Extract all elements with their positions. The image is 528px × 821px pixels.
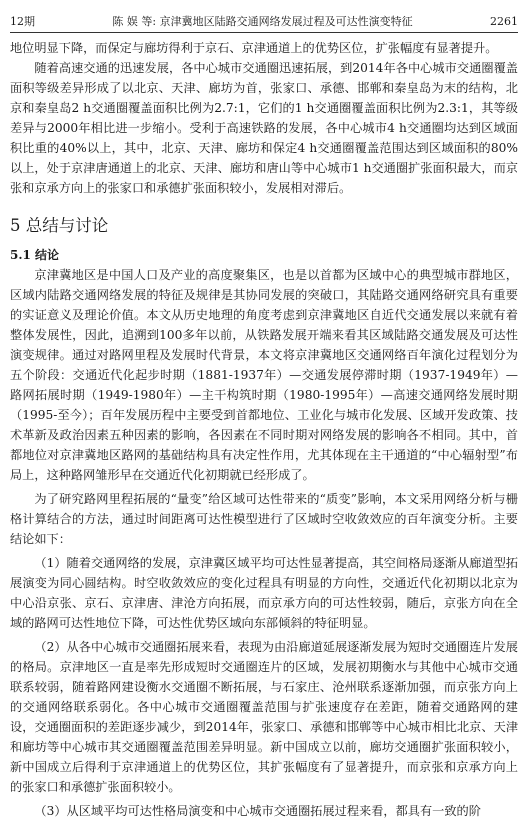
page-header bbox=[10, 10, 518, 32]
paragraph: 地位明显下降，而保定与廊坊得利于京石、京津通道上的优势区位，扩张幅度有显著提升。 bbox=[10, 41, 498, 55]
paragraph: 京津冀地区是中国人口及产业的高度聚集区，也是以首都为区域中心的典型城市群地区，区域内陆路交通网络发展的特征及规律是其协同发展的突破口，其陆路交通网络研究具有重要的实证意义及理论价值。本文从历史地理的角度考虑到京津冀地区自近代交通发展以来就有着整体发展性，因此，追溯到100多年以前，从铁路发展开端来看其区域陆路交通发展及可达性演变规律。通过对路网里程及发展时代背景，本文将京津冀地区交通网络百年演化过程划分为五个阶段：交通近代化起步时期（1881-1937年）—交通发展停滞时期（1937-1949年）—路网拓展时期（1949-1980年）—主干构筑时期（1980-1995年）—高速交通网络发展时期（1995-至今）；百年发展历程中主要受到首都地位、工业化与城市化发展、区域开发政策、技术革新及政治因素五种因素的影响，各因素在不同时期对网络发展的影响各不相同。其中，首都地位对京津冀地区路网的基础结构具有决定性作用，尤其体现在主干通道的“中心辐射型”布局上，这种路网雏形早在交通近代化初期就已经形成了。 bbox=[10, 268, 518, 482]
paragraph: 随着高速交通的迅速发展，各中心城市交通圈迅速拓展，到2014年各中心城市交通圈覆盖面积等级差异形成了以北京、天津、廊坊为首，张家口、承德、邯郸和秦皇岛为末的结构，北京和秦皇岛2 h交通圈覆盖面积比例为2.7:1，它们的1 h交通圈覆盖面积比例为2.3:1，其等级差异与2000年相比进一步缩小。受利于高速铁路的发展，各中心城市4 h交通圈均达到区域面积比重的40%以上，其中，北京、天津、廊坊和保定4 h交通圈覆盖范围达到区域面积的80%以上，处于京津唐通道上的北京、天津、廊坊和唐山等中心城市1 h交通圈扩张面积最大，而京张和京承方向上的张家口和承德扩张面积较小，发展相对滞后。 bbox=[10, 61, 518, 195]
page-number: 2261 bbox=[489, 14, 518, 28]
paragraph: （1）随着交通网络的发展，京津冀区域平均可达性显著提高，其空间格局逐渐从廊道型拓展演变为同心圆结构。时空收敛效应的变化过程具有明显的方向性，交通近代化初期以北京为中心沿京张、京石、京津唐、津沧方向拓展，而京承方向的可达性较弱，随后，京张方向在全域的路网可达性地位下降，可达性优势区域向东部倾斜的特征明显。 bbox=[10, 556, 518, 630]
paragraph: 为了研究路网里程拓展的“量变”给区域可达性带来的“质变”影响，本文采用网络分析与栅格计算结合的方法，通过时间距离可达性模型进行了区域时空收敛效应的百年演变分析。主要结论如下： bbox=[10, 492, 518, 546]
running-title: 陈 娱 等: 京津冀地区陆路交通网络发展过程及可达性演变特征 bbox=[112, 15, 413, 28]
page-body bbox=[10, 38, 518, 821]
header-rule bbox=[10, 32, 518, 33]
paragraph: （2）从各中心城市交通圈拓展来看，表现为由沿廊道延展逐渐发展为短时交通圈连片发展的格局。京津地区一直是率先形成短时交通圈连片的区域，发展初期衡水与其他中心城市交通联系较弱，随着路网建设衡水交通圈不断拓展，与石家庄、沧州联系逐渐加强，而京张方向上的交通网络联系弱化。各中心城市交通圈覆盖范围与扩张速度存在差距，随着交通路网的建设，交通圈面积的差距逐步减少，到2014年，张家口、承德和邯郸等中心城市相比北京、天津和廊坊等中心城市其交通圈覆盖范围差异明显。新中国成立以前，廊坊交通圈扩张面积较小，新中国成立后得利于京津通道上的优势区位，其扩张幅度有了显著提升，而京张和京承方向上的张家口和承德扩张面积较小。 bbox=[10, 640, 518, 794]
section-title: 5 总结与讨论 bbox=[10, 216, 109, 235]
issue-label: 12期 bbox=[10, 15, 35, 28]
subsection-title: 5.1 结论 bbox=[10, 248, 60, 262]
paragraph: （3）从区域平均可达性格局演变和中心城市交通圈拓展过程来看，都具有一致的阶 bbox=[34, 804, 481, 818]
